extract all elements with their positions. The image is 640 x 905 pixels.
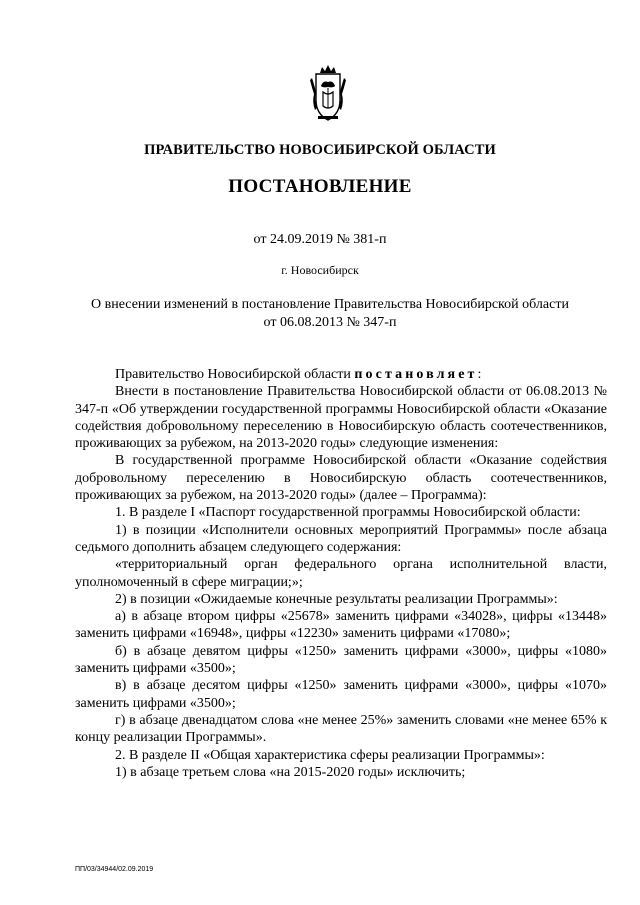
document-city: г. Новосибирск <box>281 263 359 277</box>
document-date-number: от 24.09.2019 № 381-п <box>253 232 387 247</box>
document-body <box>75 366 607 781</box>
document-subject <box>60 296 600 332</box>
paragraph: 1) в позиции «Исполнители основных мероприятий Программы» после абзаца седьмого дополнить абзацем следующего содержания: <box>75 522 607 555</box>
novosibirsk-coat-of-arms-icon <box>306 64 350 122</box>
paragraph: 2) в позиции «Ожидаемые конечные результаты реализации Программы»: <box>115 591 558 607</box>
preamble: Правительство Новосибирской области постановляет: <box>115 367 482 382</box>
footer-doc-code: ПП/03/34944/02.09.2019 <box>75 866 154 873</box>
paragraph: в) в абзаце десятом цифры «1250» заменить цифрами «3000», цифры «1070» заменить цифрами «3500»; <box>75 678 607 711</box>
government-title: ПРАВИТЕЛЬСТВО НОВОСИБИРСКОЙ ОБЛАСТИ <box>144 142 496 158</box>
document-type: ПОСТАНОВЛЕНИЕ <box>228 176 412 197</box>
decree-word: постановляет <box>354 367 478 382</box>
paragraph: В государственной программе Новосибирской области «Оказание содействия добровольному переселению в Новосибирскую область соотечественников, проживающих за рубежом, на 2013-2020 годы» (далее – Программа): <box>75 453 607 504</box>
subject-line-2: от 06.08.2013 № 347-п <box>263 315 397 330</box>
paragraph: г) в абзаце двенадцатом слова «не менее 25%» заменить словами «не менее 65% к концу реализации Программы». <box>75 712 607 746</box>
subject-line-1: О внесении изменений в постановление Правительства Новосибирской области <box>91 297 569 312</box>
paragraph: «территориальный орган федерального органа исполнительной власти, уполномоченный в сфере миграции;»; <box>75 557 607 590</box>
paragraph: 1) в абзаце третьем слова «на 2015-2020 годы» исключить; <box>115 764 466 780</box>
paragraph: 1. В разделе I «Паспорт государственной программы Новосибирской области: <box>115 505 581 521</box>
paragraph: а) в абзаце втором цифры «25678» заменить цифрами «34028», цифры «13448» заменить цифрами «16948», цифры «12230» заменить цифрами «17080»; <box>75 609 607 642</box>
paragraph: 2. В разделе II «Общая характеристика сферы реализации Программы»: <box>115 747 545 763</box>
paragraph: б) в абзаце девятом цифры «1250» заменить цифрами «3000», цифры «1080» заменить цифрами «3500»; <box>75 643 607 677</box>
paragraph: Внести в постановление Правительства Новосибирской области от 06.08.2013 № 347-п «Об утверждении государственной программы Новосибирской области «Оказание содействия добровольному переселению в Новосибирскую область соотечественников, проживающих за рубежом, на 2013-2020 годы» следующие изменения: <box>75 384 607 452</box>
